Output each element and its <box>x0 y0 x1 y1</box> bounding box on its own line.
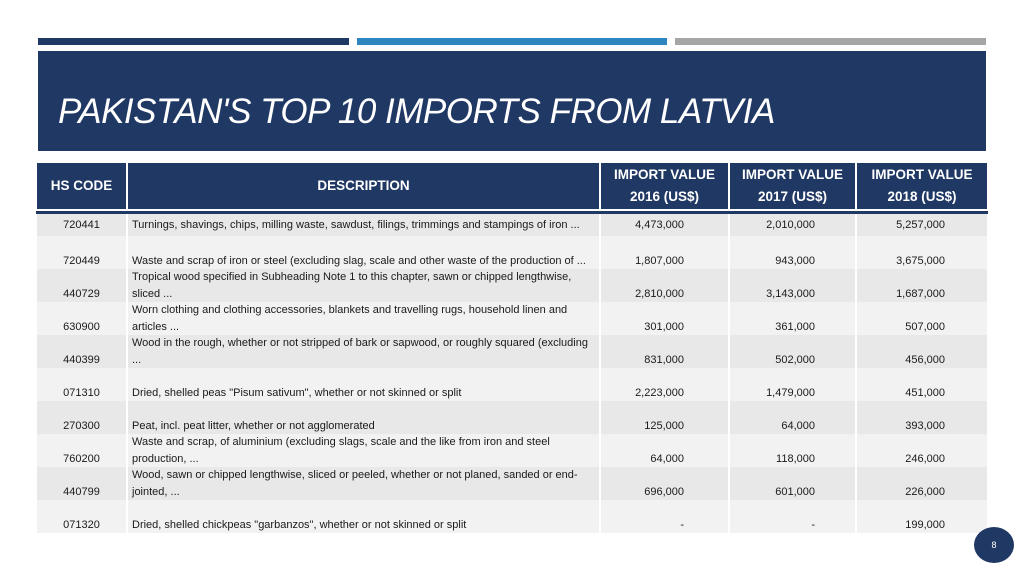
header-2017 <box>729 162 856 210</box>
page-number-badge: 8 <box>974 527 1014 563</box>
value-2018-cell: 456,000 <box>856 335 988 368</box>
value-2016-cell: 125,000 <box>600 401 729 434</box>
accent-bar-blue <box>357 38 667 45</box>
header-2016 <box>600 162 729 210</box>
hs-code-cell: 720449 <box>36 236 127 269</box>
hs-code-cell: 071310 <box>36 368 127 401</box>
hs-code-cell: 440799 <box>36 467 127 500</box>
header-2018-line2: 2018 (US$) <box>887 189 957 204</box>
description-cell: Worn clothing and clothing accessories, blankets and travelling rugs, household linen and articles ... <box>127 302 600 335</box>
value-2016-cell: 301,000 <box>600 302 729 335</box>
header-2018 <box>856 162 988 210</box>
value-2016-cell: 1,807,000 <box>600 236 729 269</box>
value-2018-cell: 3,675,000 <box>856 236 988 269</box>
value-2018-cell: 507,000 <box>856 302 988 335</box>
value-2016-cell: 696,000 <box>600 467 729 500</box>
value-2017-cell: 118,000 <box>729 434 856 467</box>
value-2018-cell: 451,000 <box>856 368 988 401</box>
header-hs-code: HS CODE <box>36 162 127 210</box>
hs-code-cell: 440399 <box>36 335 127 368</box>
table-row <box>36 214 988 236</box>
table-row <box>36 500 988 533</box>
value-2018-cell: 246,000 <box>856 434 988 467</box>
table-row <box>36 434 988 467</box>
value-2016-cell: 831,000 <box>600 335 729 368</box>
value-2016-cell: - <box>600 500 729 533</box>
value-2016-cell: 2,810,000 <box>600 269 729 302</box>
description-cell: Wood in the rough, whether or not stripped of bark or sapwood, or roughly squared (excluding ... <box>127 335 600 368</box>
value-2016-cell: 64,000 <box>600 434 729 467</box>
value-2018-cell: 5,257,000 <box>856 214 988 236</box>
table-row <box>36 467 988 500</box>
value-2017-cell: 3,143,000 <box>729 269 856 302</box>
value-2018-cell: 199,000 <box>856 500 988 533</box>
value-2017-cell: 943,000 <box>729 236 856 269</box>
description-cell: Dried, shelled peas "Pisum sativum", whether or not skinned or split <box>127 368 600 401</box>
table-row <box>36 401 988 434</box>
table-header-row <box>36 162 988 210</box>
value-2017-cell: 1,479,000 <box>729 368 856 401</box>
accent-bar-navy <box>38 38 349 45</box>
table-row <box>36 368 988 401</box>
value-2017-cell: 601,000 <box>729 467 856 500</box>
accent-bar-gray <box>675 38 986 45</box>
hs-code-cell: 630900 <box>36 302 127 335</box>
hs-code-cell: 270300 <box>36 401 127 434</box>
header-2016-line2: 2016 (US$) <box>629 189 700 204</box>
description-cell: Waste and scrap, of aluminium (excluding slags, scale and the like from iron and steel production, ... <box>127 434 600 467</box>
hs-code-cell: 071320 <box>36 500 127 533</box>
description-cell: Wood, sawn or chipped lengthwise, sliced or peeled, whether or not planed, sanded or end-jointed, ... <box>127 467 600 500</box>
value-2017-cell: 64,000 <box>729 401 856 434</box>
value-2018-cell: 1,687,000 <box>856 269 988 302</box>
header-2017-line2: 2017 (US$) <box>757 189 828 204</box>
hs-code-cell: 760200 <box>36 434 127 467</box>
header-2016-line1: IMPORT VALUE <box>614 167 715 182</box>
table-row <box>36 236 988 269</box>
description-cell: Turnings, shavings, chips, milling waste, sawdust, filings, trimmings and stampings of iron ... <box>127 214 600 236</box>
table-row <box>36 269 988 302</box>
description-cell: Tropical wood specified in Subheading Note 1 to this chapter, sawn or chipped lengthwise, sliced ... <box>127 269 600 302</box>
imports-table <box>35 161 989 533</box>
hs-code-cell: 720441 <box>36 214 127 236</box>
value-2017-cell: 2,010,000 <box>729 214 856 236</box>
value-2016-cell: 2,223,000 <box>600 368 729 401</box>
table-row <box>36 302 988 335</box>
value-2018-cell: 393,000 <box>856 401 988 434</box>
table-row <box>36 335 988 368</box>
hs-code-cell: 440729 <box>36 269 127 302</box>
value-2017-cell: 502,000 <box>729 335 856 368</box>
header-2017-line1: IMPORT VALUE <box>742 167 843 182</box>
page-title: PAKISTAN'S TOP 10 IMPORTS FROM LATVIA <box>58 92 775 131</box>
header-description: DESCRIPTION <box>127 162 600 210</box>
header-2018-line1: IMPORT VALUE <box>871 167 973 182</box>
value-2018-cell: 226,000 <box>856 467 988 500</box>
description-cell: Waste and scrap of iron or steel (excluding slag, scale and other waste of the production of ... <box>127 236 600 269</box>
value-2017-cell: 361,000 <box>729 302 856 335</box>
value-2016-cell: 4,473,000 <box>600 214 729 236</box>
description-cell: Dried, shelled chickpeas "garbanzos", whether or not skinned or split <box>127 500 600 533</box>
description-cell: Peat, incl. peat litter, whether or not agglomerated <box>127 401 600 434</box>
value-2017-cell: - <box>729 500 856 533</box>
